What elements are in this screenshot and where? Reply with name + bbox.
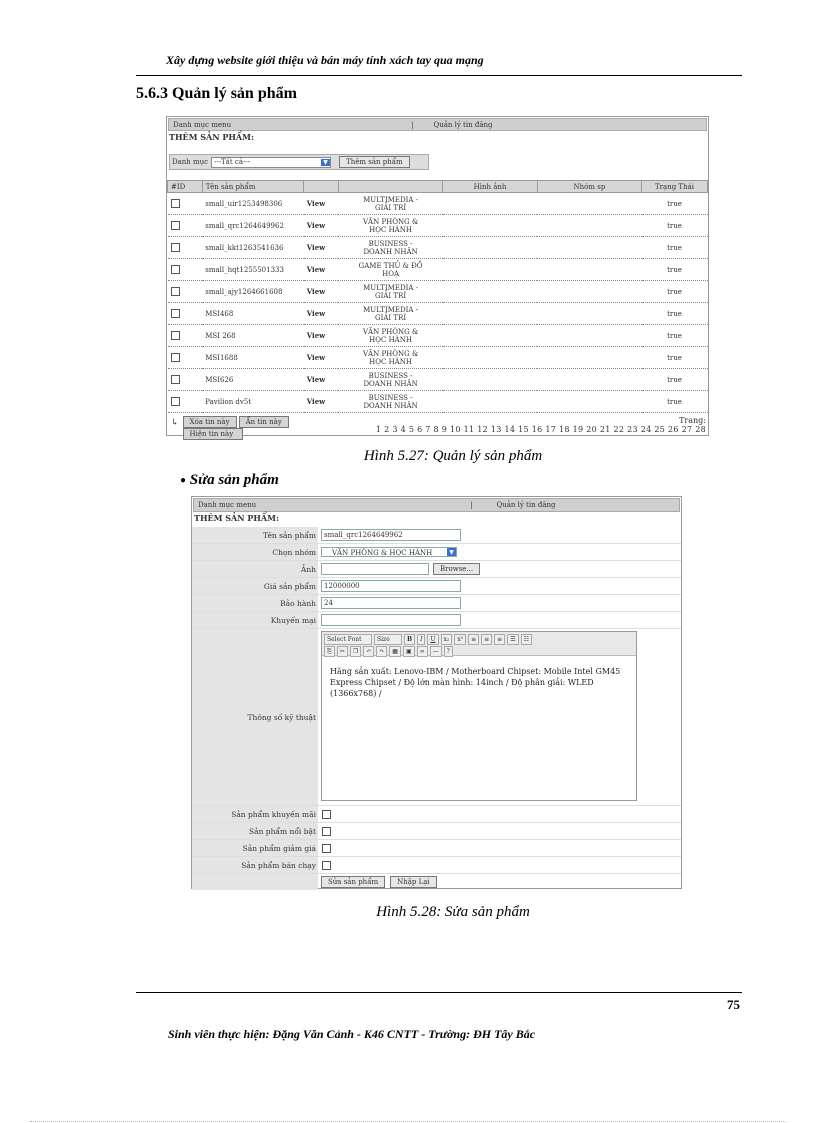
row-empty	[537, 215, 641, 237]
row-checkbox-cell	[168, 369, 203, 391]
table-row	[168, 391, 708, 413]
figure-caption-2: Hình 5.28: Sửa sản phẩm	[376, 904, 530, 920]
show-button[interactable]: Hiện tin này	[183, 428, 243, 440]
subscript-icon[interactable]: x₂	[441, 634, 453, 645]
row-checkbox[interactable]	[171, 309, 180, 318]
row-group	[192, 544, 681, 561]
bullet-heading: ● Sửa sản phẩm	[180, 472, 279, 488]
bestseller-checkbox[interactable]	[322, 861, 331, 870]
filter-label: Danh mục	[172, 158, 209, 166]
row-image	[443, 259, 538, 281]
row-empty	[537, 325, 641, 347]
row-group: VĂN PHÒNG & HỌC HÀNH	[338, 215, 442, 237]
table-row	[168, 325, 708, 347]
row-is-discount	[192, 840, 681, 857]
menu-link-news[interactable]: Quản lý tin đăng	[433, 120, 493, 129]
row-is-bestseller	[192, 857, 681, 874]
row-image	[443, 281, 538, 303]
col-image: Hình ảnh	[443, 181, 538, 193]
table-header	[168, 181, 708, 193]
browse-button[interactable]: Browse...	[433, 563, 480, 575]
table-row	[168, 193, 708, 215]
row-group: VĂN PHÒNG & HỌC HÀNH	[338, 347, 442, 369]
superscript-icon[interactable]: x²	[454, 634, 466, 645]
row-product-name: small_kkt1263541636	[202, 237, 304, 259]
row-view-link[interactable]: View	[304, 303, 339, 325]
page-number: 75	[727, 997, 740, 1012]
align-center-icon[interactable]: ≡	[481, 634, 492, 645]
featured-checkbox[interactable]	[322, 827, 331, 836]
menu-link-news-2[interactable]: Quản lý tin đăng	[496, 501, 556, 509]
add-product-button[interactable]: Thêm sản phẩm	[339, 156, 410, 168]
row-checkbox-cell	[168, 303, 203, 325]
row-empty	[537, 369, 641, 391]
label-is-bestseller: Sản phẩm bán chạy	[192, 857, 318, 873]
row-checkbox[interactable]	[171, 331, 180, 340]
row-price	[192, 578, 681, 595]
list-footer	[167, 416, 708, 440]
row-product-name: small_qrc1264649962	[202, 215, 304, 237]
running-header: Xây dựng website giới thiệu và bán máy tính xách tay qua mạng	[166, 53, 484, 67]
label-group: Chọn nhóm	[192, 544, 318, 560]
table-row	[168, 259, 708, 281]
pagination-label: Trang:	[679, 416, 706, 425]
label-name: Tên sản phẩm	[192, 527, 318, 543]
bullet-list-icon[interactable]: ☷	[521, 634, 532, 645]
row-status: true	[642, 325, 708, 347]
row-image	[443, 193, 538, 215]
row-empty	[537, 281, 641, 303]
top-menu-bar	[168, 118, 707, 131]
row-status: true	[642, 347, 708, 369]
chevron-down-icon: ▼	[447, 548, 456, 556]
hide-button[interactable]: Ẩn tin này	[239, 416, 289, 428]
row-view-link[interactable]: View	[304, 215, 339, 237]
redo-icon[interactable]: ↷	[376, 646, 387, 657]
label-is-discount: Sản phẩm giảm giá	[192, 840, 318, 856]
paste-icon[interactable]: ⎘	[324, 646, 335, 657]
promo-input[interactable]	[321, 614, 461, 626]
delete-button[interactable]: Xóa tin này	[183, 416, 237, 428]
edit-heading: THÊM SẢN PHẨM:	[194, 513, 279, 523]
product-list-screenshot	[166, 116, 709, 436]
header-rule	[136, 75, 742, 76]
row-is-promo	[192, 806, 681, 823]
row-group: BUSINESS - DOANH NHÂN	[338, 237, 442, 259]
promo-checkbox[interactable]	[322, 810, 331, 819]
row-image	[443, 215, 538, 237]
top-menu-bar-2	[193, 498, 680, 512]
specs-textarea[interactable]: Hãng sản xuất: Lenovo-IBM / Motherboard Chipset: Mobile Intel GM45 Express Chipset / Độ lớn màn hình: 14inch / Độ phân giải: WLED (1366x768) /	[330, 667, 621, 698]
group-select[interactable]: VĂN PHÒNG & HỌC HÀNH ▼	[321, 547, 457, 557]
row-product-name: MSI468	[202, 303, 304, 325]
row-group: MULTIMEDIA - GIẢI TRÍ	[338, 193, 442, 215]
footer-credit: Sinh viên thực hiện: Đặng Văn Cảnh - K46 CNTT - Trường: ĐH Tây Bắc	[168, 1027, 536, 1041]
select-all-arrow-icon: ↳	[171, 418, 179, 428]
ordered-list-icon[interactable]: ☰	[507, 634, 518, 645]
row-status: true	[642, 281, 708, 303]
row-promo	[192, 612, 681, 629]
menu-link-categories[interactable]: Danh mục menu	[173, 120, 232, 129]
size-select[interactable]: Size	[374, 634, 402, 645]
col-group: Nhóm sp	[537, 181, 641, 193]
row-group: MULTIMEDIA - GIẢI TRÍ	[338, 281, 442, 303]
row-image	[192, 561, 681, 578]
row-empty	[537, 237, 641, 259]
row-empty	[537, 303, 641, 325]
section-title: 5.6.3 Quản lý sản phẩm	[136, 85, 297, 102]
col-name: Tên sản phẩm	[202, 181, 304, 193]
row-checkbox[interactable]	[171, 199, 180, 208]
row-status: true	[642, 259, 708, 281]
edit-product-screenshot	[191, 496, 682, 889]
menu-separator: |	[411, 120, 414, 129]
row-checkbox[interactable]	[171, 375, 180, 384]
pagination-links[interactable]: 1 2 3 4 5 6 7 8 9 10 11 12 13 14 15 16 17 18 19 20 21 22 23 24 25 26 27 28	[375, 425, 706, 434]
discount-checkbox[interactable]	[322, 844, 331, 853]
row-group: MULTIMEDIA - GIẢI TRÍ	[338, 303, 442, 325]
row-status: true	[642, 391, 708, 413]
row-checkbox[interactable]	[171, 287, 180, 296]
col-id: #ID	[168, 181, 203, 193]
font-select[interactable]: Select Font	[324, 634, 372, 645]
footer-rule	[136, 992, 742, 993]
table-row	[168, 237, 708, 259]
table-row	[168, 369, 708, 391]
pagination	[376, 416, 706, 434]
label-image: Ảnh	[192, 561, 318, 577]
label-promo: Khuyến mại	[192, 612, 318, 628]
table-row	[168, 281, 708, 303]
row-checkbox[interactable]	[171, 221, 180, 230]
row-image	[443, 303, 538, 325]
list-heading: THÊM SẢN PHẨM:	[169, 132, 254, 142]
page-edge	[30, 1121, 786, 1122]
row-product-name: MSI626	[202, 369, 304, 391]
row-checkbox-cell	[168, 237, 203, 259]
editor-toolbar	[322, 632, 636, 656]
table-row	[168, 347, 708, 369]
row-view-link[interactable]: View	[304, 325, 339, 347]
help-icon[interactable]: ?	[444, 646, 453, 657]
row-image	[443, 237, 538, 259]
row-status: true	[642, 237, 708, 259]
row-view-link[interactable]: View	[304, 391, 339, 413]
save-product-button[interactable]: Sửa sản phẩm	[321, 876, 385, 888]
row-view-link[interactable]: View	[304, 237, 339, 259]
table-row	[168, 215, 708, 237]
row-empty	[537, 259, 641, 281]
row-product-name: MSI 268	[202, 325, 304, 347]
row-checkbox[interactable]	[171, 397, 180, 406]
cut-icon[interactable]: ✂	[337, 646, 348, 657]
row-checkbox[interactable]	[171, 243, 180, 252]
row-actions	[192, 874, 681, 890]
menu-link-categories-2[interactable]: Danh mục menu	[198, 501, 257, 509]
chevron-down-icon: ▼	[321, 159, 330, 166]
row-is-featured	[192, 823, 681, 840]
row-empty	[537, 391, 641, 413]
row-status: true	[642, 303, 708, 325]
table-row	[168, 303, 708, 325]
row-product-name: small_ajy1264661608	[202, 281, 304, 303]
image-icon[interactable]: ▣	[403, 646, 415, 657]
italic-icon[interactable]: I	[417, 634, 425, 645]
col-view	[304, 181, 339, 193]
row-warranty	[192, 595, 681, 612]
hr-icon[interactable]: —	[430, 646, 442, 657]
bold-icon[interactable]: B	[404, 634, 415, 645]
row-product-name: small_uir1253498306	[202, 193, 304, 215]
row-status: true	[642, 215, 708, 237]
row-product-name: MSI1688	[202, 347, 304, 369]
row-checkbox-cell	[168, 391, 203, 413]
row-view-link[interactable]: View	[304, 347, 339, 369]
col-status: Trạng Thái	[642, 181, 708, 193]
filter-bar	[169, 154, 429, 170]
image-file-input[interactable]	[321, 563, 429, 575]
underline-icon[interactable]: U	[427, 634, 438, 645]
row-view-link[interactable]: View	[304, 281, 339, 303]
copy-icon[interactable]: ❐	[350, 646, 361, 657]
align-left-icon[interactable]: ≡	[468, 634, 479, 645]
reset-button[interactable]: Nhập Lại	[390, 876, 437, 888]
row-view-link[interactable]: View	[304, 369, 339, 391]
row-status: true	[642, 193, 708, 215]
row-checkbox-cell	[168, 347, 203, 369]
row-empty	[537, 193, 641, 215]
row-view-link[interactable]: View	[304, 193, 339, 215]
row-product-name: small_hqt1255501333	[202, 259, 304, 281]
row-group: BUSINESS - DOANH NHÂN	[338, 369, 442, 391]
row-specs	[192, 629, 681, 806]
row-image	[443, 325, 538, 347]
product-table	[167, 180, 708, 413]
row-image	[443, 391, 538, 413]
align-right-icon[interactable]: ≡	[494, 634, 505, 645]
row-checkbox-cell	[168, 325, 203, 347]
row-group: GAME THỦ & ĐỒ HOẠ	[338, 259, 442, 281]
row-checkbox-cell	[168, 215, 203, 237]
row-empty	[537, 347, 641, 369]
row-name	[192, 527, 681, 544]
row-status: true	[642, 369, 708, 391]
rich-text-editor	[321, 631, 637, 801]
undo-icon[interactable]: ↶	[363, 646, 374, 657]
menu-separator-2: |	[470, 501, 473, 509]
table-icon[interactable]: ▦	[389, 646, 401, 657]
label-is-featured: Sản phẩm nổi bật	[192, 823, 318, 839]
warranty-input[interactable]: 24	[321, 597, 461, 609]
row-product-name: Pavilion dv5t	[202, 391, 304, 413]
row-checkbox-cell	[168, 259, 203, 281]
label-specs: Thông số kỹ thuật	[192, 629, 318, 805]
price-input[interactable]: 12000000	[321, 580, 461, 592]
link-icon[interactable]: ∞	[417, 646, 428, 657]
label-is-promo: Sản phẩm khuyến mãi	[192, 806, 318, 822]
row-group: VĂN PHÒNG & HỌC HÀNH	[338, 325, 442, 347]
row-checkbox-cell	[168, 281, 203, 303]
row-view-link[interactable]: View	[304, 259, 339, 281]
row-checkbox[interactable]	[171, 353, 180, 362]
category-select[interactable]: ---Tất cả--- ▼	[211, 157, 331, 168]
row-image	[443, 347, 538, 369]
label-price: Giá sản phẩm	[192, 578, 318, 594]
label-warranty: Bảo hành	[192, 595, 318, 611]
row-checkbox[interactable]	[171, 265, 180, 274]
row-checkbox-cell	[168, 193, 203, 215]
col-group-text	[338, 181, 442, 193]
bullet-icon: ●	[180, 475, 187, 487]
name-input[interactable]: small_qrc1264649962	[321, 529, 461, 541]
figure-caption-1: Hình 5.27: Quản lý sản phẩm	[363, 448, 543, 464]
row-image	[443, 369, 538, 391]
row-group: BUSINESS - DOANH NHÂN	[338, 391, 442, 413]
